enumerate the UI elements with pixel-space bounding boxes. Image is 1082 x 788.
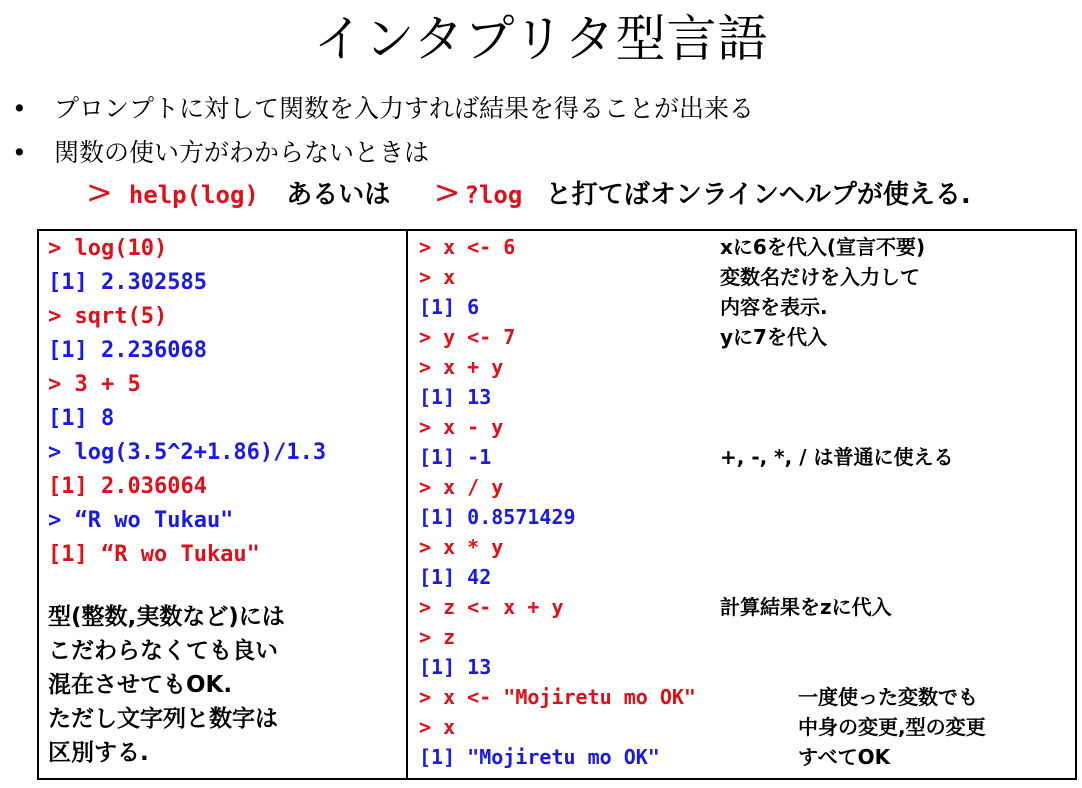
bullet-text: 関数の使い方がわからないときは xyxy=(54,138,430,167)
console-input: > log(3.5^2+1.86)/1.3 xyxy=(48,440,327,465)
console-input: > “R wo Tukau" xyxy=(48,508,234,533)
bullet-dot: • xyxy=(12,94,27,123)
console-output: [1] 2.302585 xyxy=(48,270,207,295)
console-input: > x + y xyxy=(419,355,504,379)
slide-title: インタプリタ型言語 xyxy=(313,10,769,68)
console-input: > 3 + 5 xyxy=(48,372,141,397)
type-note: ただし文字列と数字は xyxy=(48,706,278,732)
bullet-text: プロンプトに対して関数を入力すれば結果を得ることが出来る xyxy=(54,94,755,123)
console-input: > z xyxy=(419,625,456,649)
console-example-right xyxy=(406,229,1077,780)
console-output: [1] 2.036064 xyxy=(48,474,207,499)
console-output: [1] 42 xyxy=(419,565,492,589)
console-input: > log(10) xyxy=(48,236,168,261)
console-output: [1] 6 xyxy=(419,295,480,319)
console-output: [1] "Mojiretu mo OK" xyxy=(419,745,660,769)
console-output: [1] 0.8571429 xyxy=(419,505,576,529)
console-input: > x xyxy=(419,265,456,289)
annotation: 一度使った変数でも xyxy=(798,685,978,709)
type-note: 型(整数,実数など)には xyxy=(48,604,285,630)
annotation: すべてOK xyxy=(798,745,891,769)
console-input: > x <- 6 xyxy=(419,235,516,259)
prompt-symbol: > xyxy=(433,173,461,211)
bullet-dot: • xyxy=(12,138,27,167)
console-output: [1] 13 xyxy=(419,385,492,409)
or-text: あるいは xyxy=(286,180,391,210)
console-output: [1] -1 xyxy=(419,445,492,469)
console-example-left xyxy=(37,229,408,780)
console-output: [1] “R wo Tukau" xyxy=(48,542,260,567)
console-input: > x / y xyxy=(419,475,504,499)
console-input: > x * y xyxy=(419,535,504,559)
prompt-symbol: > xyxy=(86,173,113,211)
type-note: こだわらなくても良い xyxy=(48,638,278,664)
console-input: > x <- "Mojiretu mo OK" xyxy=(419,685,696,709)
type-note: 混在させてもOK. xyxy=(48,672,233,698)
help-shortcut-command: ?log xyxy=(464,181,523,209)
annotation: xに6を代入(宣言不要) xyxy=(720,235,926,259)
help-description: と打てばオンラインヘルプが使える. xyxy=(545,180,971,210)
console-output: [1] 13 xyxy=(419,655,492,679)
annotation: 内容を表示. xyxy=(720,295,828,319)
console-input: > x - y xyxy=(419,415,504,439)
console-output: [1] 2.236068 xyxy=(48,338,207,363)
console-input: > sqrt(5) xyxy=(48,304,168,329)
console-input: > z <- x + y xyxy=(419,595,564,619)
help-instruction xyxy=(86,172,971,212)
annotation: 変数名だけを入力して xyxy=(720,265,920,289)
annotation: +, -, *, / は普通に使える xyxy=(720,445,954,469)
type-note: 区別する. xyxy=(48,740,149,766)
annotation: yに7を代入 xyxy=(720,325,827,349)
help-command: help(log) xyxy=(128,181,259,209)
console-input: > x xyxy=(419,715,456,739)
annotation: 計算結果をzに代入 xyxy=(720,595,892,619)
console-input: > y <- 7 xyxy=(419,325,516,349)
console-output: [1] 8 xyxy=(48,406,115,431)
annotation: 中身の変更,型の変更 xyxy=(798,715,986,739)
